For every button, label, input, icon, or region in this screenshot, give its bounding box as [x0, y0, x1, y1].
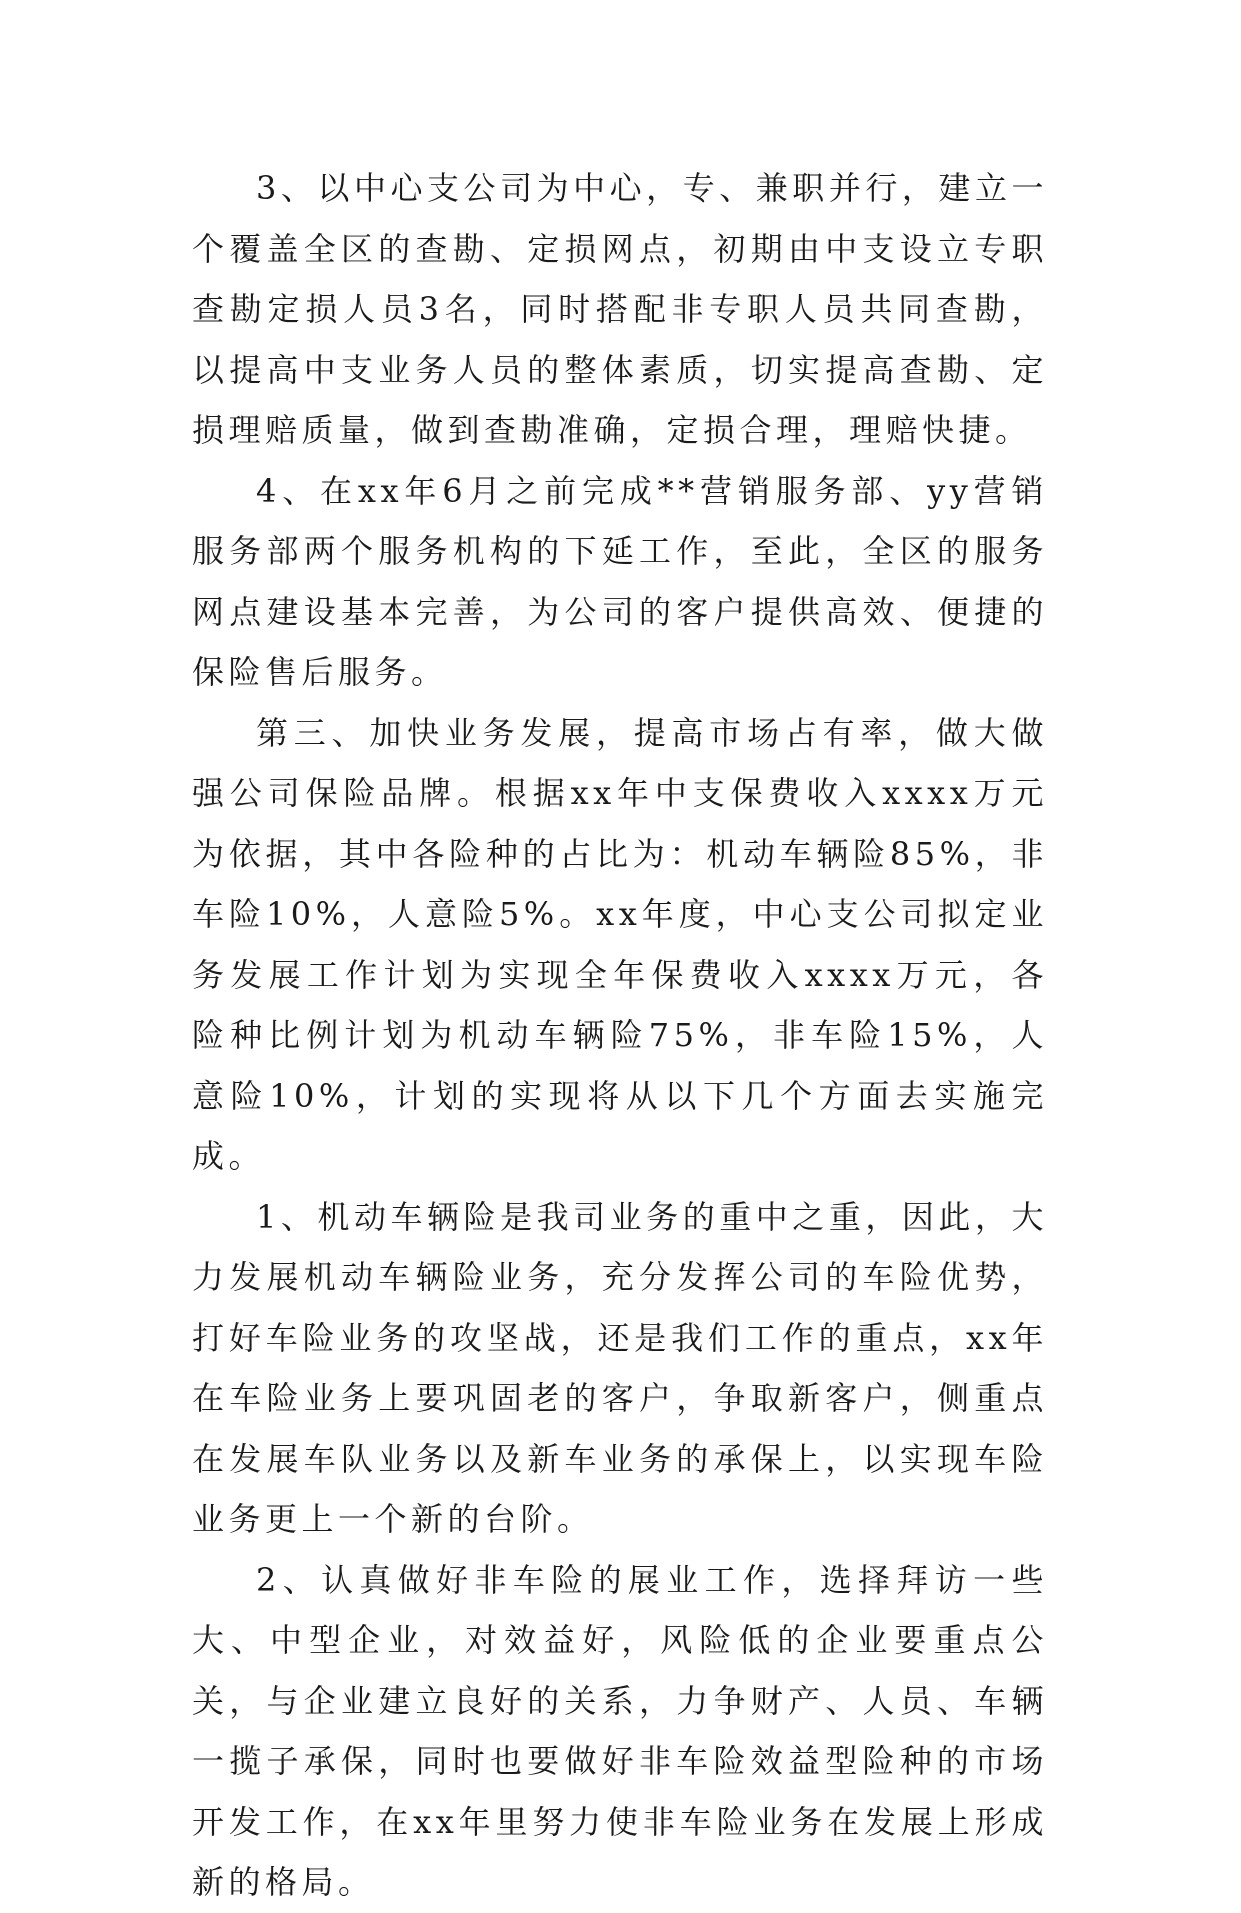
paragraph-motor-vehicle-insurance: 1、机动车辆险是我司业务的重中之重，因此，大力发展机动车辆险业务，充分发挥公司的车险优势，打好车险业务的攻坚战，还是我们工作的重点，xx年在车险业务上要巩固老的客户，争取新客户，侧重点在发展车队业务以及新车业务的承保上，以实现车险业务更上一个新的台阶。 [192, 1197, 1048, 1538]
paragraph-business-development: 第三、加快业务发展，提高市场占有率，做大做强公司保险品牌。根据xx年中支保费收入xxxx万元为依据，其中各险种的占比为：机动车辆险85%，非车险10%，人意险5%。xx年度，中心支公司拟定业务发展工作计划为实现全年保费收入xxxx万元，各险种比例计划为机动车辆险75%，非车险15%，人意险10%，计划的实现将从以下几个方面去实施完成。 [192, 713, 1048, 1175]
document-body [192, 158, 1048, 1913]
paragraph-service-outlets: 4、在xx年6月之前完成**营销服务部、yy营销服务部两个服务机构的下延工作，至此，全区的服务网点建设基本完善，为公司的客户提供高效、便捷的保险售后服务。 [192, 471, 1048, 691]
paragraph-non-vehicle-insurance: 2、认真做好非车险的展业工作，选择拜访一些大、中型企业，对效益好，风险低的企业要重点公关，与企业建立良好的关系，力争财产、人员、车辆一揽子承保，同时也要做好非车险效益型险种的市场开发工作，在xx年里努力使非车险业务在发展上形成新的格局。 [192, 1560, 1048, 1901]
paragraph-investigation-network: 3、以中心支公司为中心，专、兼职并行，建立一个覆盖全区的查勘、定损网点，初期由中支设立专职查勘定损人员3名，同时搭配非专职人员共同查勘，以提高中支业务人员的整体素质，切实提高查勘、定损理赔质量，做到查勘准确，定损合理，理赔快捷。 [192, 169, 1048, 449]
